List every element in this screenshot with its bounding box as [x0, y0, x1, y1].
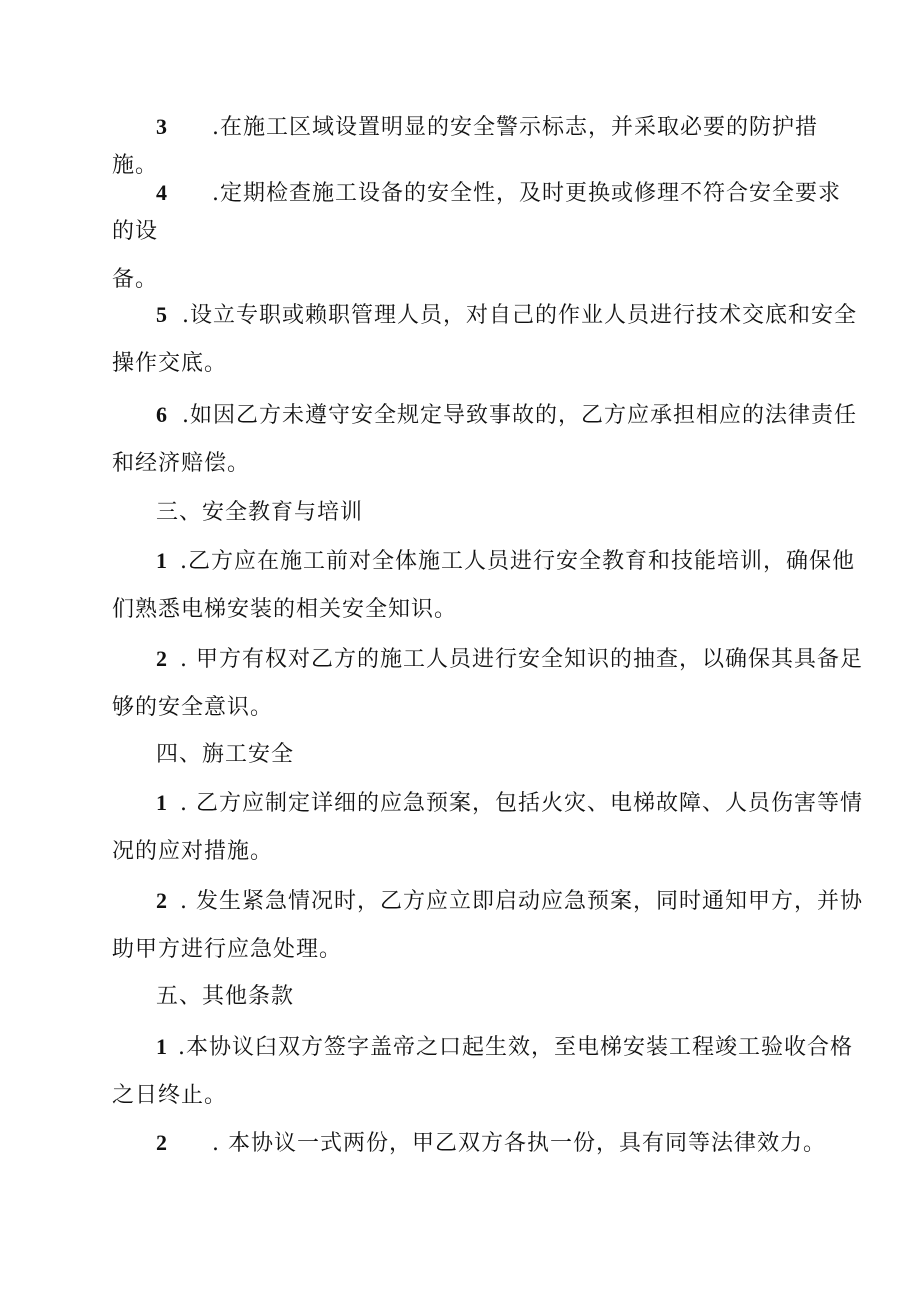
clause-number: 6: [156, 402, 168, 427]
clause-text-line: 们熟悉电梯安装的相关安全知识。: [112, 597, 458, 622]
clause-text-line: 施。: [112, 153, 159, 178]
clause-text-line: 操作交底。: [112, 351, 228, 376]
section-heading-5: 五、其他条款: [156, 984, 295, 1009]
clause-text-line: .乙方应在施工前对全体施工人员进行安全教育和技能培训，确保他: [180, 549, 855, 574]
clause-text-line: . 甲方有权对乙方的施工人员进行安全知识的抽查，以确保其具备足: [180, 647, 863, 672]
clause-text-line: . 乙方应制定详细的应急预案，包括火灾、电梯故障、人员伤害等情: [180, 791, 863, 816]
section4-item-1: [112, 784, 863, 871]
clause-text-line: .如因乙方未遵守安全规定导致事故的，乙方应承担相应的法律责任: [182, 403, 857, 428]
clause-text-line: .设立专职或赖职管理人员，对自己的作业人员进行技术交底和安全: [182, 303, 857, 328]
section-heading-3: 三、安全教育与培训: [156, 500, 364, 525]
clause-text-line: .在施工区域设置明显的安全警示标志，并采取必要的防护措: [212, 115, 818, 140]
section4-item-2: [112, 882, 863, 969]
clause-text-line: . 本协议一式两份，甲乙双方各执一份，具有同等法律效力。: [212, 1131, 826, 1156]
clause-item-6: [112, 396, 857, 483]
clause-number: 3: [156, 114, 168, 139]
section5-item-1: [112, 1028, 853, 1115]
section3-item-1: [112, 542, 855, 629]
clause-number: 1: [156, 1034, 168, 1059]
clause-number: 2: [156, 888, 168, 913]
clause-text-line: .本协议臼双方签字盖帝之口起生效，至电梯安装工程竣工验收合格: [178, 1035, 853, 1060]
clause-number: 1: [156, 548, 168, 573]
clause-number: 4: [156, 180, 168, 205]
clause-item-5: [112, 296, 857, 383]
clause-number: 2: [156, 1130, 168, 1155]
clause-text-line: 的设: [112, 219, 159, 244]
clause-text-line: 之日终止。: [112, 1083, 228, 1108]
clause-text-line: 和经济赔偿。: [112, 451, 251, 476]
clause-text-line: . 发生紧急情况时，乙方应立即启动应急预案，同时通知甲方，并协: [180, 889, 863, 914]
clause-number: 5: [156, 302, 168, 327]
clause-text-line: 备。: [112, 267, 159, 292]
section3-item-2: [112, 640, 863, 727]
clause-number: 2: [156, 646, 168, 671]
clause-text-line: .定期检查施工设备的安全性，及时更换或修理不符合安全要求: [212, 181, 841, 206]
clause-number: 1: [156, 790, 168, 815]
clause-text-line: 况的应对措施。: [112, 839, 274, 864]
clause-text-line: 够的安全意识。: [112, 695, 274, 720]
clause-text-line: 助甲方进行应急处理。: [112, 937, 343, 962]
clause-item-4: [112, 174, 841, 299]
section-heading-4: 四、旃工安全: [156, 742, 295, 767]
section5-item-2: [112, 1124, 826, 1163]
